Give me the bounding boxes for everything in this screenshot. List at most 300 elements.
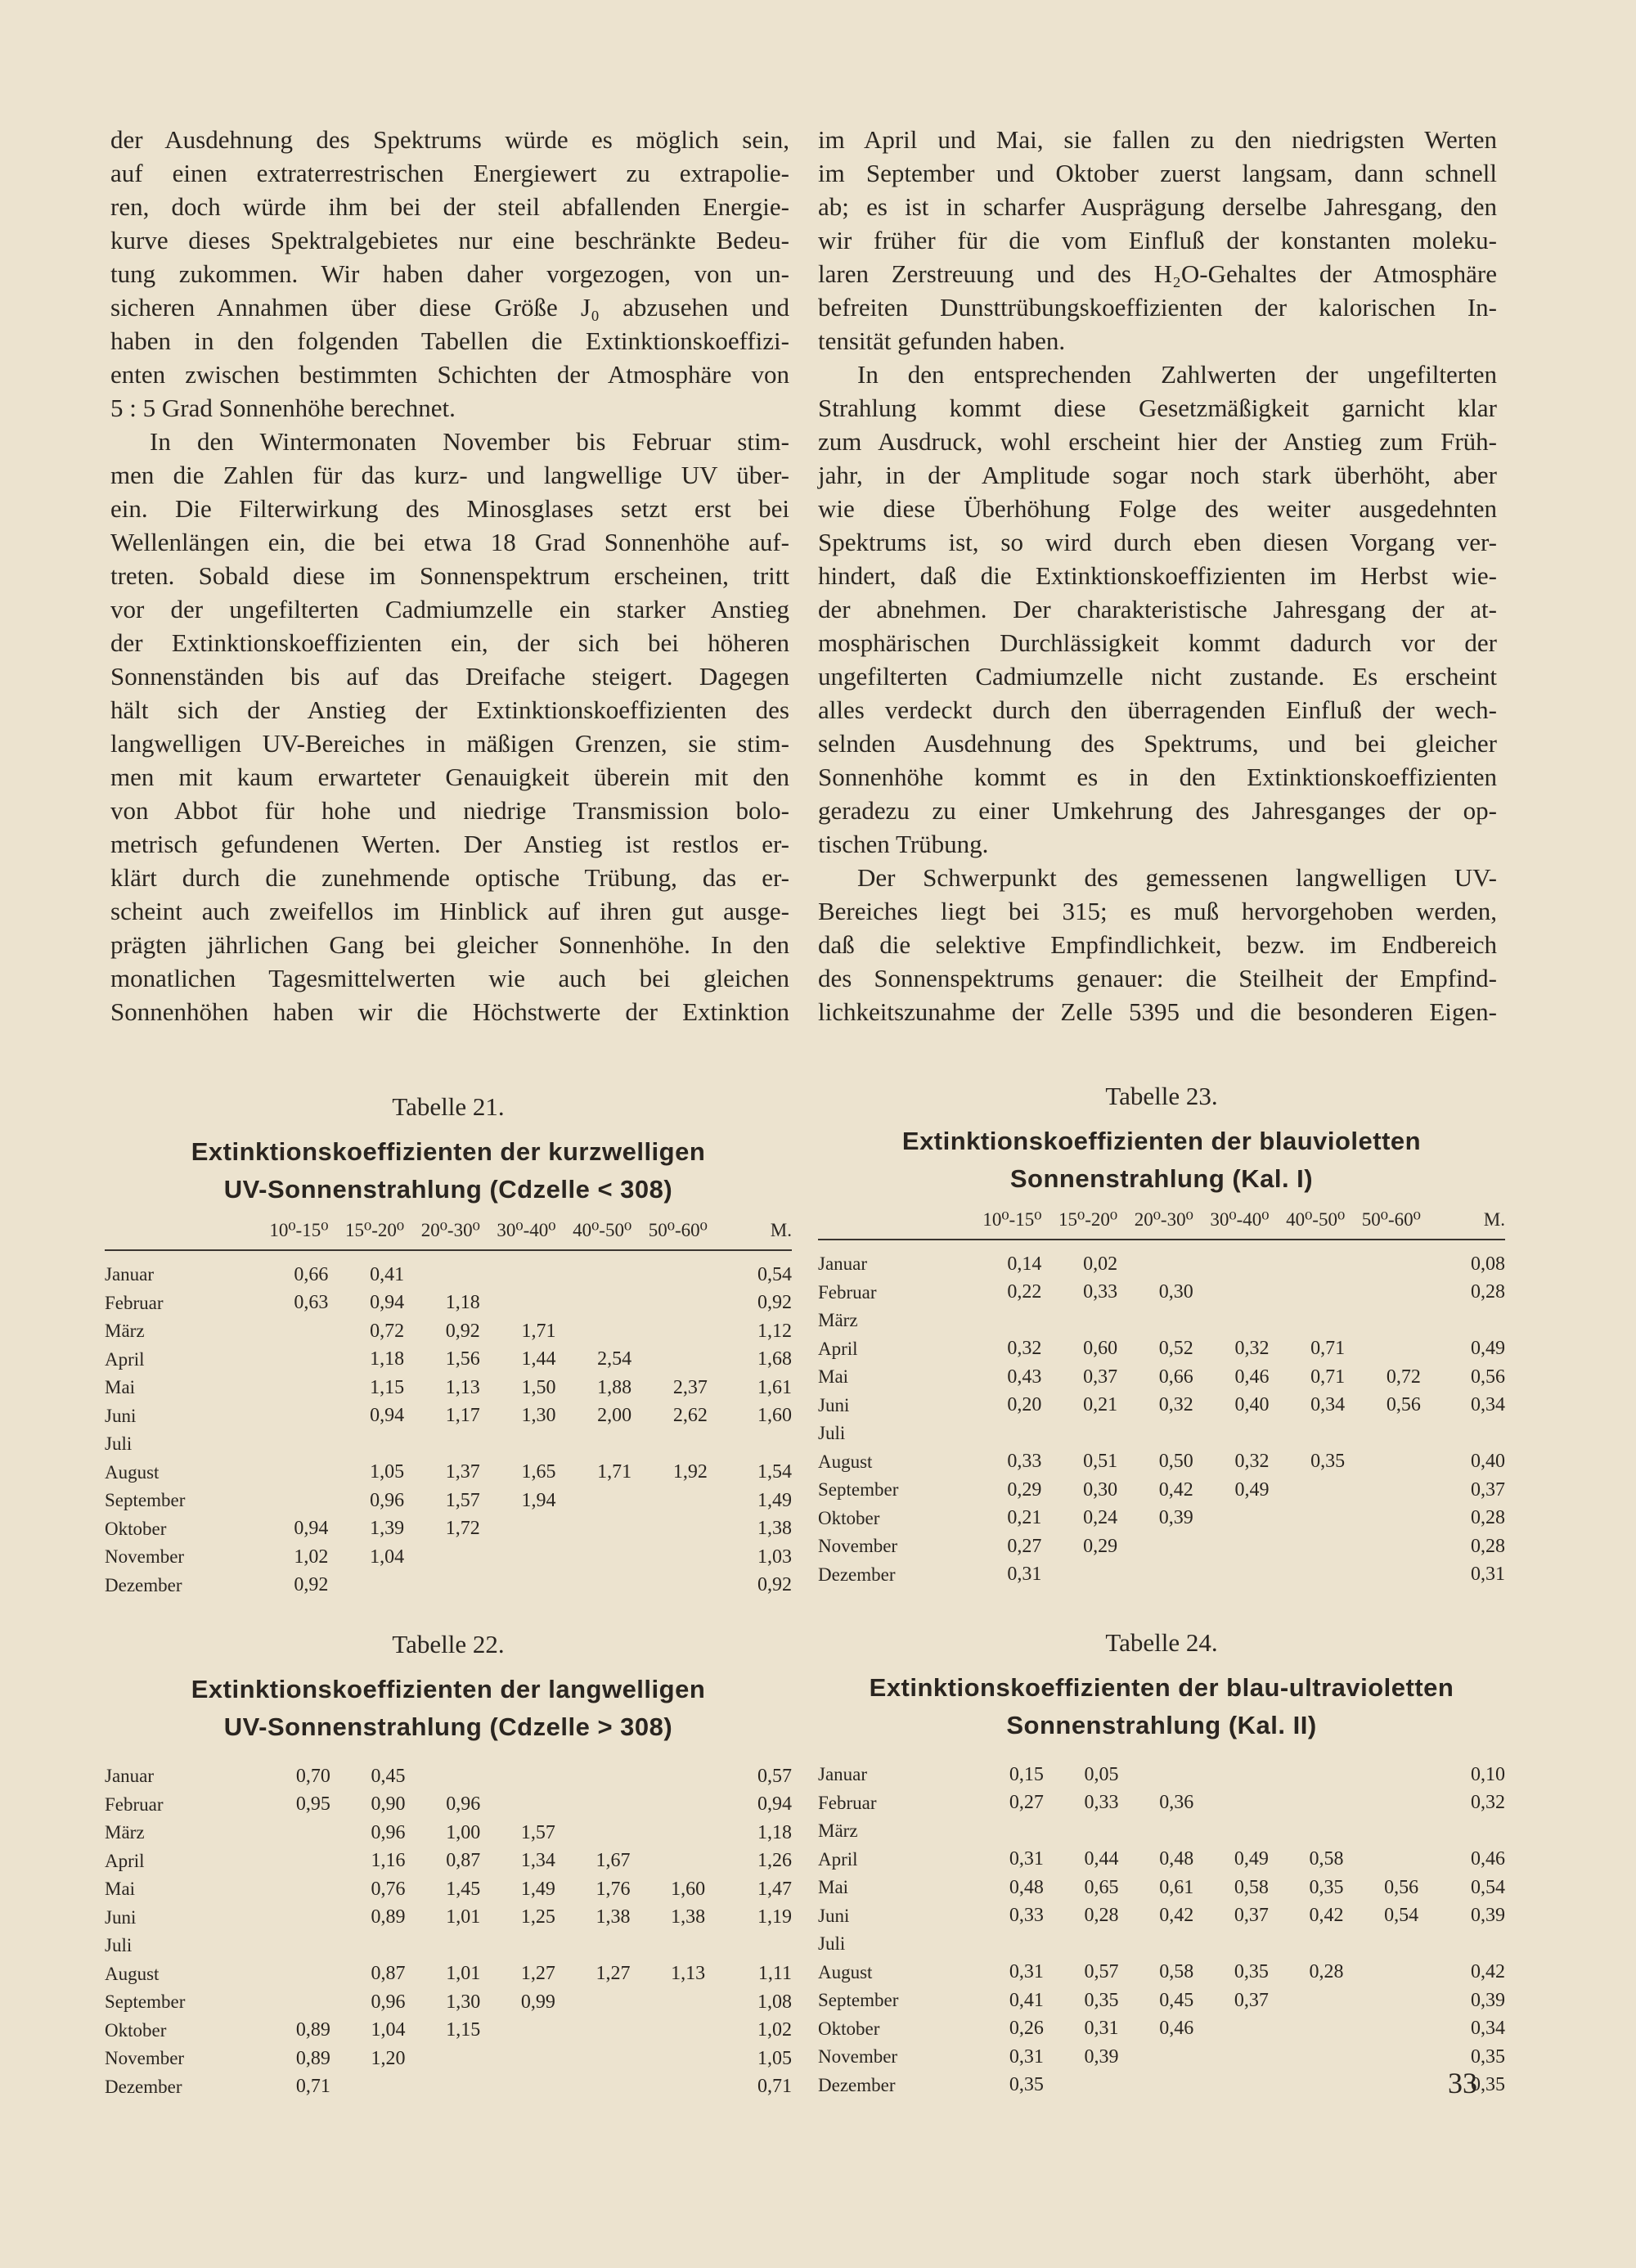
value-cell: 1,34 — [520, 1850, 555, 1872]
value-cell — [969, 1930, 1044, 1959]
value-cell: 0,48 — [1009, 1876, 1044, 1898]
value-cell — [406, 2045, 481, 2073]
value-cell — [253, 1346, 329, 1375]
value-cell: 1,57 — [445, 1489, 480, 1511]
table-row — [818, 1817, 1505, 1846]
value-cell: 1,37 — [445, 1461, 480, 1483]
month-label: September — [105, 1991, 186, 2013]
value-cell: 1,65 — [521, 1461, 556, 1483]
value-cell: 0,35 — [1309, 1876, 1344, 1898]
month-label: November — [105, 1546, 185, 1568]
value-cell — [555, 1250, 631, 1289]
table-row — [818, 1959, 1505, 1987]
month-label: Oktober — [105, 2019, 167, 2041]
value-cell: 0,94 — [294, 1518, 329, 1540]
value-cell: 0,66 — [1158, 1366, 1193, 1388]
table-title-line1: Extinktionskoeffizienten der blau-ultravioletten — [869, 1673, 1454, 1702]
text-line: mosphärischen Durchlässigkeit kommt dadurch vor der — [818, 628, 1497, 657]
value-cell: 0,56 — [1471, 1366, 1505, 1388]
value-cell — [255, 1819, 330, 1847]
value-cell: 0,30 — [1083, 1478, 1118, 1501]
value-cell — [1269, 1561, 1345, 1590]
value-cell — [1193, 1240, 1270, 1279]
value-cell — [555, 1487, 631, 1515]
value-cell: 0,58 — [1159, 1961, 1194, 1983]
value-cell: 0,87 — [371, 1963, 406, 1985]
value-cell — [1117, 1532, 1193, 1561]
value-cell: 1,60 — [671, 1878, 706, 1900]
month-label: Juni — [818, 1905, 850, 1926]
value-cell: 1,13 — [671, 1963, 706, 1985]
table-row — [105, 1317, 792, 1346]
value-cell: 0,45 — [371, 1765, 406, 1787]
month-label: Februar — [105, 1292, 164, 1313]
value-cell — [1193, 2072, 1269, 2100]
value-cell — [480, 1250, 556, 1289]
value-cell: 1,56 — [445, 1348, 480, 1370]
value-cell: 0,71 — [757, 2076, 792, 2098]
value-cell: 0,35 — [1234, 1961, 1269, 1983]
value-cell: 0,63 — [294, 1292, 329, 1314]
value-cell — [1119, 2043, 1194, 2072]
value-cell: 0,05 — [1084, 1763, 1119, 1785]
value-cell — [255, 1904, 330, 1933]
value-cell — [1345, 1476, 1421, 1505]
value-cell: 0,71 — [1310, 1338, 1346, 1360]
value-cell — [1193, 1789, 1269, 1818]
value-cell — [1117, 1240, 1193, 1279]
value-cell: 0,37 — [1471, 1478, 1505, 1501]
value-cell: 0,42 — [1159, 1905, 1194, 1927]
value-cell — [555, 2045, 631, 2073]
value-cell — [480, 1753, 555, 1791]
value-cell — [253, 1317, 329, 1346]
value-cell — [255, 1988, 330, 2017]
text-line: der Extinktionskoeffizienten ein, der sich bei höheren — [110, 628, 789, 657]
month-label: August — [105, 1461, 160, 1483]
value-cell: 0,39 — [1471, 1989, 1505, 2011]
value-cell: 0,49 — [1471, 1338, 1505, 1360]
value-cell — [1344, 1846, 1419, 1874]
value-cell: 1,19 — [757, 1906, 792, 1928]
value-cell: 0,27 — [1009, 1792, 1044, 1814]
value-cell — [1117, 1561, 1193, 1590]
value-cell — [631, 1819, 706, 1847]
value-cell — [1345, 1448, 1421, 1477]
value-cell: 1,68 — [757, 1348, 792, 1370]
value-cell — [631, 1250, 708, 1289]
value-cell — [555, 2017, 631, 2045]
data-table — [105, 1753, 792, 2101]
month-label: April — [818, 1338, 858, 1359]
column-header: 40⁰-50⁰ — [1286, 1209, 1346, 1230]
text-line: sicheren Annahmen über diese Größe J₀ abzusehen und — [110, 293, 789, 322]
value-cell: 1,02 — [757, 2019, 792, 2041]
table-row — [818, 1532, 1505, 1561]
value-cell: 0,31 — [1009, 1961, 1044, 1983]
value-cell: 1,67 — [596, 1850, 631, 1872]
value-cell — [1269, 1476, 1345, 1505]
text-line: ab; es ist in scharfer Ausprägung derselbe Jahresgang, den — [818, 192, 1497, 221]
month-label: Oktober — [105, 1518, 167, 1539]
text-line: haben in den folgenden Tabellen die Extinktionskoeffizi- — [110, 326, 789, 355]
value-cell — [1193, 1751, 1269, 1789]
column-header: M. — [770, 1220, 792, 1240]
value-cell: 0,76 — [371, 1878, 406, 1900]
value-cell: 1,03 — [757, 1546, 792, 1568]
value-cell: 0,61 — [1159, 1876, 1194, 1898]
value-cell — [1193, 1817, 1269, 1846]
value-cell: 0,56 — [1384, 1876, 1419, 1898]
text-line: men mit kaum erwarteter Genauigkeit überein mit den — [110, 763, 789, 791]
value-cell — [480, 2045, 555, 2073]
value-cell: 0,89 — [295, 2019, 330, 2041]
value-cell: 0,72 — [1386, 1366, 1421, 1388]
value-cell — [631, 1543, 708, 1572]
month-label: Januar — [818, 1253, 868, 1275]
value-cell — [1041, 1420, 1117, 1448]
table-title-line2: UV-Sonnenstrahlung (Cdzelle < 308) — [223, 1175, 673, 1204]
value-cell — [555, 1988, 631, 2017]
value-cell: 0,96 — [371, 1991, 406, 2013]
value-cell: 0,42 — [1471, 1961, 1505, 1983]
value-cell: 1,94 — [521, 1489, 556, 1511]
value-cell: 1,38 — [596, 1906, 631, 1928]
value-cell: 0,49 — [1234, 1478, 1270, 1501]
value-cell — [1269, 1505, 1345, 1533]
value-cell — [406, 1932, 481, 1960]
text-line: In den entsprechenden Zahlwerten der ungefilterten — [857, 360, 1497, 389]
month-label: April — [105, 1348, 145, 1370]
text-line: 5 : 5 Grad Sonnenhöhe berechnet. — [110, 394, 456, 422]
month-label: Mai — [105, 1377, 136, 1398]
value-cell — [1117, 1420, 1193, 1448]
table-row — [818, 1392, 1505, 1420]
value-cell: 1,60 — [757, 1405, 792, 1427]
value-cell: 0,35 — [1009, 2074, 1044, 2096]
table-row — [818, 1335, 1505, 1364]
value-cell — [1345, 1420, 1421, 1448]
value-cell — [480, 1543, 556, 1572]
table-row — [818, 1789, 1505, 1818]
value-cell: 0,92 — [294, 1574, 329, 1596]
value-cell: 0,33 — [1083, 1281, 1118, 1303]
value-cell: 0,29 — [1007, 1478, 1042, 1501]
value-cell — [631, 1515, 708, 1544]
value-cell — [555, 1932, 631, 1960]
value-cell: 0,87 — [446, 1850, 481, 1872]
value-cell — [1344, 2015, 1419, 2044]
value-cell: 0,70 — [295, 1765, 330, 1787]
value-cell — [1269, 1751, 1344, 1789]
value-cell: 0,28 — [1084, 1905, 1119, 1927]
table-title-line1: Extinktionskoeffizienten der langwelligen — [191, 1675, 706, 1703]
value-cell — [1119, 2072, 1194, 2100]
text-line: hindert, daß die Extinktionskoeffizienten im Herbst wie- — [818, 561, 1497, 590]
value-cell: 1,71 — [521, 1320, 556, 1342]
table-row — [105, 1515, 792, 1544]
value-cell — [1269, 1987, 1344, 2015]
table-row — [105, 1875, 792, 1904]
value-cell — [1193, 2015, 1269, 2044]
text-line: prägten jährlichen Gang bei gleicher Sonnenhöhe. In den — [110, 930, 789, 959]
table-title-line2: Sonnenstrahlung (Kal. II) — [1006, 1711, 1317, 1739]
value-cell: 0,27 — [1007, 1535, 1042, 1557]
table-title-line2: UV-Sonnenstrahlung (Cdzelle > 308) — [223, 1712, 673, 1741]
table-row — [818, 2015, 1505, 2044]
table-row — [105, 1932, 792, 1960]
value-cell — [1344, 1930, 1419, 1959]
value-cell: 0,36 — [1159, 1792, 1194, 1814]
value-cell: 0,31 — [1009, 2045, 1044, 2068]
table-row — [105, 1346, 792, 1375]
value-cell: 1,88 — [597, 1376, 632, 1398]
value-cell — [480, 2017, 555, 2045]
value-cell — [631, 1988, 706, 2017]
text-line: tensität gefunden haben. — [818, 326, 1066, 355]
month-label: August — [818, 1961, 873, 1982]
value-cell — [406, 2073, 481, 2102]
table-row — [105, 1289, 792, 1318]
text-line: metrisch gefundenen Werten. Der Anstieg ist restlos er- — [110, 830, 789, 858]
value-cell: 1,38 — [671, 1906, 706, 1928]
value-cell: 0,94 — [370, 1292, 405, 1314]
table-row — [105, 1904, 792, 1933]
value-cell — [1193, 1561, 1270, 1590]
value-cell: 0,54 — [757, 1263, 792, 1285]
value-cell: 1,17 — [445, 1405, 480, 1427]
value-cell: 1,27 — [596, 1963, 631, 1985]
value-cell — [555, 1515, 631, 1544]
value-cell: 0,35 — [1084, 1989, 1119, 2011]
value-cell: 1,20 — [371, 2047, 406, 2069]
value-cell: 0,60 — [1083, 1338, 1118, 1360]
page-number: 33 — [1448, 2067, 1477, 2099]
value-cell — [1193, 1505, 1270, 1533]
value-cell: 0,22 — [1007, 1281, 1042, 1303]
value-cell: 0,52 — [1158, 1338, 1193, 1360]
value-cell — [404, 1250, 480, 1289]
value-cell — [480, 1289, 556, 1318]
value-cell — [1269, 1930, 1344, 1959]
table-row — [818, 1561, 1505, 1590]
text-line: der Ausdehnung des Spektrums würde es möglich sein, — [110, 125, 789, 154]
value-cell: 1,15 — [370, 1376, 405, 1398]
value-cell: 0,90 — [371, 1793, 406, 1816]
right-text-column — [818, 123, 1497, 1028]
value-cell: 0,42 — [1158, 1478, 1193, 1501]
month-label: August — [818, 1451, 873, 1472]
text-line: ren, doch würde ihm bei der steil abfallenden Energie- — [110, 192, 789, 221]
value-cell: 0,37 — [1234, 1905, 1269, 1927]
value-cell: 1,05 — [757, 2047, 792, 2069]
value-cell: 2,00 — [597, 1405, 632, 1427]
value-cell — [631, 2073, 706, 2102]
header-cell — [105, 1215, 253, 1250]
value-cell — [1044, 1817, 1119, 1846]
value-cell — [1421, 1307, 1505, 1335]
month-label: Juni — [818, 1394, 850, 1415]
value-cell — [328, 1572, 404, 1600]
value-cell: 1,27 — [520, 1963, 555, 1985]
month-label: Dezember — [105, 2076, 182, 2097]
value-cell: 0,42 — [1309, 1905, 1344, 1927]
value-cell — [631, 1932, 706, 1960]
column-header: M. — [1483, 1209, 1505, 1230]
text-line: zum Ausdruck, wohl erscheint hier der Anstieg zum Früh- — [818, 427, 1497, 456]
value-cell: 0,32 — [1471, 1792, 1505, 1814]
value-cell: 0,33 — [1084, 1792, 1119, 1814]
value-cell — [1345, 1307, 1421, 1335]
table-row — [818, 1307, 1505, 1335]
value-cell: 0,20 — [1007, 1394, 1042, 1416]
value-cell — [708, 1430, 792, 1459]
value-cell — [1193, 2043, 1269, 2072]
value-cell: 1,49 — [520, 1878, 555, 1900]
column-header: 10⁰-15⁰ — [982, 1209, 1042, 1230]
text-line: Spektrums ist, so wird durch eben diesen Vorgang ver- — [818, 528, 1497, 556]
month-label: Oktober — [818, 1507, 880, 1528]
table-row — [818, 1751, 1505, 1789]
value-cell — [1119, 1751, 1194, 1789]
value-cell: 0,96 — [446, 1793, 481, 1816]
month-label: März — [105, 1822, 145, 1843]
value-cell: 1,72 — [445, 1518, 480, 1540]
value-cell — [1345, 1279, 1421, 1307]
value-cell — [480, 1572, 556, 1600]
value-cell: 1,01 — [446, 1963, 481, 1985]
text-line: Wellenlängen ein, die bei etwa 18 Grad Sonnenhöhe auf- — [110, 528, 789, 556]
value-cell — [1041, 1307, 1117, 1335]
value-cell: 0,37 — [1083, 1366, 1118, 1388]
value-cell — [1269, 1240, 1345, 1279]
value-cell — [631, 1572, 708, 1600]
month-label: Januar — [818, 1764, 868, 1785]
value-cell: 0,96 — [370, 1489, 405, 1511]
month-label: November — [818, 1536, 898, 1557]
value-cell: 0,10 — [1471, 1763, 1505, 1785]
month-label: Januar — [105, 1766, 155, 1787]
text-line: geradezu zu einer Umkehrung des Jahresganges der op- — [818, 796, 1497, 825]
value-cell — [404, 1543, 480, 1572]
column-header: 50⁰-60⁰ — [1361, 1209, 1421, 1230]
text-line: wie diese Überhöhung Folge des weiter ausgedehnten — [818, 494, 1497, 523]
text-line: laren Zerstreuung und des H₂O-Gehaltes der Atmosphäre — [818, 259, 1497, 288]
value-cell — [1193, 1279, 1270, 1307]
table-caption: Tabelle 21. — [392, 1092, 505, 1121]
value-cell: 0,58 — [1309, 1848, 1344, 1870]
month-label: August — [105, 1963, 160, 1984]
value-cell — [631, 2017, 706, 2045]
value-cell — [1344, 2043, 1419, 2072]
value-cell — [255, 1847, 330, 1876]
value-cell — [1344, 1959, 1419, 1987]
value-cell — [406, 1753, 481, 1791]
value-cell: 1,01 — [446, 1906, 481, 1928]
value-cell: 0,92 — [757, 1292, 792, 1314]
table-row — [818, 2043, 1505, 2072]
table-row — [105, 1960, 792, 1989]
value-cell: 0,66 — [294, 1263, 329, 1285]
month-label: Oktober — [818, 2018, 880, 2039]
value-cell: 1,50 — [521, 1376, 556, 1398]
table-22 — [105, 1630, 792, 2101]
value-cell: 0,46 — [1234, 1366, 1270, 1388]
value-cell — [1345, 1532, 1421, 1561]
value-cell: 0,15 — [1009, 1763, 1044, 1785]
month-label: Juni — [105, 1906, 137, 1928]
value-cell — [966, 1420, 1042, 1448]
value-cell — [255, 1875, 330, 1904]
left-text-column — [110, 123, 789, 1028]
value-cell: 0,28 — [1471, 1507, 1505, 1529]
text-line: ungefilterten Cadmiumzelle nicht zustande. Es erscheint — [818, 662, 1497, 691]
text-line: ein. Die Filterwirkung des Minosglases setzt erst bei — [110, 494, 789, 523]
text-line: jahr, in der Amplitude sogar noch stark überhöht, aber — [818, 461, 1497, 489]
value-cell — [966, 1307, 1042, 1335]
value-cell: 1,04 — [371, 2019, 406, 2041]
value-cell — [1344, 1817, 1419, 1846]
value-cell: 1,02 — [294, 1546, 329, 1568]
table-row — [105, 1459, 792, 1487]
value-cell: 0,35 — [1471, 2074, 1505, 2096]
value-cell: 0,46 — [1159, 2018, 1194, 2040]
value-cell: 1,54 — [757, 1461, 792, 1483]
value-cell — [253, 1430, 329, 1459]
value-cell — [555, 1289, 631, 1318]
value-cell: 0,92 — [445, 1320, 480, 1342]
value-cell: 0,43 — [1007, 1366, 1042, 1388]
text-line: vor der ungefilterten Cadmiumzelle ein starker Anstieg — [110, 595, 789, 623]
value-cell: 2,37 — [672, 1376, 708, 1398]
value-cell — [631, 2045, 706, 2073]
month-label: September — [818, 1990, 899, 2011]
table-row — [818, 1505, 1505, 1533]
value-cell — [330, 1932, 406, 1960]
value-cell: 0,65 — [1084, 1876, 1119, 1898]
value-cell — [631, 1317, 708, 1346]
value-cell — [1193, 1420, 1270, 1448]
value-cell: 0,48 — [1159, 1848, 1194, 1870]
month-label: November — [105, 2048, 185, 2069]
value-cell — [1269, 1279, 1345, 1307]
table-row — [105, 1402, 792, 1431]
value-cell: 0,54 — [1384, 1905, 1419, 1927]
value-cell — [1269, 1789, 1344, 1818]
table-row — [105, 1250, 792, 1289]
table-row — [105, 2017, 792, 2045]
value-cell: 1,45 — [446, 1878, 481, 1900]
month-label: Juli — [105, 1935, 133, 1956]
value-cell: 0,26 — [1009, 2018, 1044, 2040]
value-cell: 0,95 — [295, 1793, 330, 1816]
value-cell: 2,54 — [597, 1348, 632, 1370]
month-label: November — [818, 2046, 898, 2068]
value-cell: 2,62 — [672, 1405, 708, 1427]
table-title-line1: Extinktionskoeffizienten der kurzwelligen — [191, 1137, 706, 1166]
value-cell: 0,44 — [1084, 1848, 1119, 1870]
value-cell — [1269, 2072, 1344, 2100]
value-cell — [480, 1791, 555, 1820]
value-cell: 1,30 — [446, 1991, 481, 2013]
value-cell: 0,21 — [1007, 1507, 1042, 1529]
value-cell — [1345, 1240, 1421, 1279]
month-label: Dezember — [105, 1574, 182, 1595]
table-title-line2: Sonnenstrahlung (Kal. I) — [1009, 1164, 1314, 1193]
table-row — [105, 1753, 792, 1791]
value-cell: 1,44 — [521, 1348, 556, 1370]
table-row — [105, 2073, 792, 2102]
